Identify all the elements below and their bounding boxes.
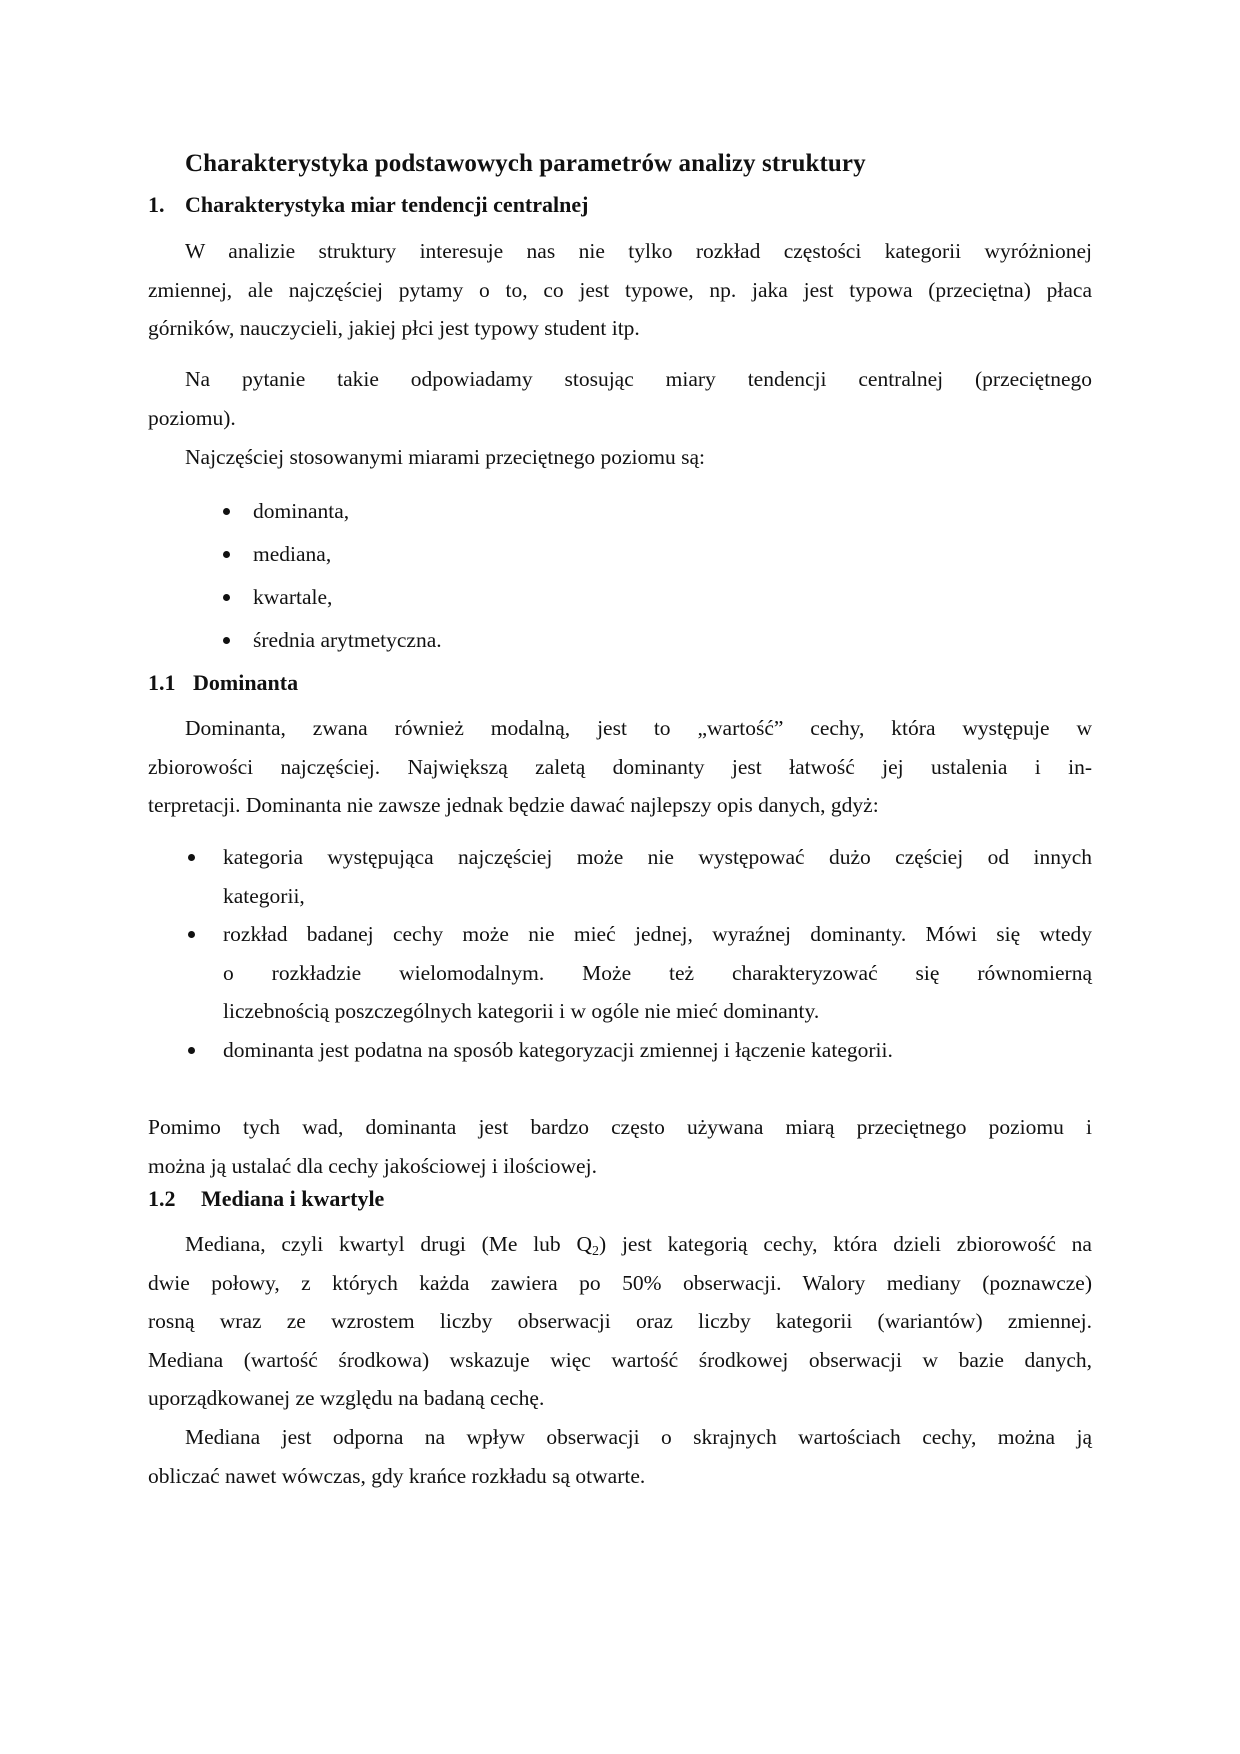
text-segment: Mediana, czyli kwartyl drugi (Me lub Q: [185, 1232, 592, 1256]
dominant-drawbacks-list: [188, 838, 1092, 1069]
section-heading-text: Mediana i kwartyle: [201, 1186, 385, 1211]
text-line: o rozkładzie wielomodalnym. Może też charakteryzować się równomierną: [223, 960, 1092, 985]
text-line: liczebnością poszczególnych kategorii i w ogóle nie mieć dominanty.: [223, 999, 820, 1023]
section-heading-text: Charakterystyka miar tendencji centralnej: [185, 192, 589, 217]
text-line: Dominanta, zwana również modalną, jest to „wartość” cechy, która występuje w: [185, 716, 1092, 740]
section-1-2-heading: [148, 1186, 384, 1212]
section-1-2-paragraph-1: [148, 1225, 1092, 1418]
text-line: zbiorowości najczęściej. Największą zaletą dominanty jest łatwość jej ustalenia i in-: [148, 754, 1092, 779]
text-line: poziomu).: [148, 405, 236, 430]
document-title: Charakterystyka podstawowych parametrów analizy struktury: [185, 150, 866, 177]
section-number: 1.2: [148, 1186, 176, 1211]
list-item: [223, 533, 442, 576]
text-line: Najczęściej stosowanymi miarami przeciętnego poziomu są:: [185, 445, 705, 469]
text-line: zmiennej, ale najczęściej pytamy o to, co jest typowe, np. jaka jest typowa (przeciętna) płaca: [148, 277, 1092, 302]
section-number: 1.1: [148, 670, 176, 695]
text-line: górników, nauczycieli, jakiej płci jest typowy student itp.: [148, 316, 640, 340]
list-item: [188, 915, 1092, 1031]
list-item: [188, 1031, 1092, 1070]
measures-list: [223, 490, 442, 662]
list-item-text: kwartale,: [253, 585, 333, 609]
list-item: [223, 490, 442, 533]
list-item-text: dominanta,: [253, 499, 350, 523]
text-line: dominanta jest podatna na sposób kategoryzacji zmiennej i łączenie kategorii.: [223, 1037, 893, 1062]
text-segment: ) jest kategorią cechy, która dzieli zbiorowość na: [599, 1232, 1092, 1256]
section-1-1-paragraph-1: [148, 709, 1092, 825]
text-line: Pomimo tych wad, dominanta jest bardzo często używana miarą przeciętnego poziomu i: [148, 1115, 1092, 1139]
text-line: terpretacji. Dominanta nie zawsze jednak będzie dawać najlepszy opis danych, gdyż:: [148, 793, 879, 817]
list-item: [223, 619, 442, 662]
list-item-text: średnia arytmetyczna.: [253, 628, 442, 652]
list-item: [188, 838, 1092, 915]
text-line: rozkład badanej cechy może nie mieć jednej, wyraźnej dominanty. Mówi się wtedy: [223, 922, 1092, 946]
text-line: kategoria występująca najczęściej może nie występować dużo częściej od innych: [223, 845, 1092, 869]
bullet-icon: [223, 508, 230, 515]
text-line: kategorii,: [223, 883, 305, 908]
text-line: dwie połowy, z których każda zawiera po 50% obserwacji. Walory mediany (poznawcze): [148, 1270, 1092, 1295]
bullet-icon: [188, 1047, 195, 1054]
bullet-icon: [188, 931, 195, 938]
section-1-paragraph-1: [148, 232, 1092, 348]
text-line: Mediana (wartość środkowa) wskazuje więc wartość środkowej obserwacji w bazie danych,: [148, 1347, 1092, 1372]
text-line: [148, 1225, 1092, 1264]
bullet-icon: [223, 551, 230, 558]
section-number: 1.: [148, 192, 165, 217]
section-heading-text: Dominanta: [193, 670, 299, 695]
text-line: W analizie struktury interesuje nas nie tylko rozkład częstości kategorii wyróżnionej: [185, 239, 1092, 263]
text-line: można ją ustalać dla cechy jakościowej i ilościowej.: [148, 1153, 597, 1178]
section-1-paragraph-3: [148, 438, 1092, 477]
bullet-icon: [223, 637, 230, 644]
section-1-paragraph-2: [148, 360, 1092, 437]
text-line: rosną wraz ze wzrostem liczby obserwacji oraz liczby kategorii (wariantów) zmiennej.: [148, 1309, 1092, 1333]
text-line: uporządkowanej ze względu na badaną cechę.: [148, 1386, 545, 1410]
list-item-text: mediana,: [253, 542, 332, 566]
section-1-2-paragraph-2: [148, 1418, 1092, 1495]
bullet-icon: [188, 854, 195, 861]
text-line: Mediana jest odporna na wpływ obserwacji o skrajnych wartościach cechy, można ją: [185, 1425, 1092, 1449]
subscript: 2: [592, 1244, 599, 1259]
text-line: obliczać nawet wówczas, gdy krańce rozkładu są otwarte.: [148, 1463, 646, 1488]
section-1-1-paragraph-2: [148, 1108, 1092, 1185]
section-1-heading: [148, 192, 588, 218]
section-1-1-heading: [148, 670, 298, 696]
bullet-icon: [223, 594, 230, 601]
list-item: [223, 576, 442, 619]
text-line: Na pytanie takie odpowiadamy stosując miary tendencji centralnej (przeciętnego: [185, 367, 1092, 391]
